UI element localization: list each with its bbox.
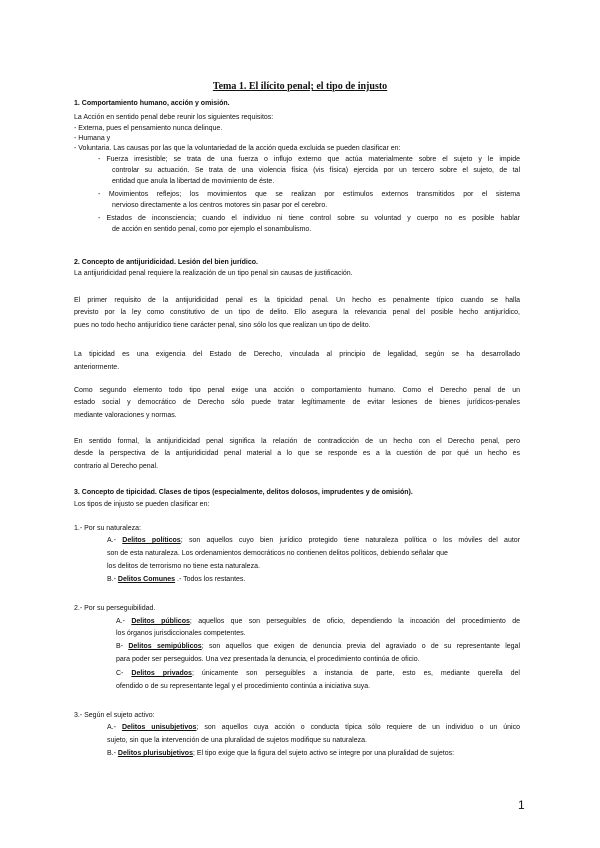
group-1-a-line-2: son de esta naturaleza. Los ordenamientos democráticos no contienen delitos políticos, debiendo señalar que [107, 550, 448, 557]
group-1-label: 1.- Por su naturaleza: [74, 525, 141, 532]
group-2-b-prefix: B- [116, 643, 129, 650]
group-2-a-line-1 [116, 617, 520, 626]
section-1-heading: 1. Comportamiento humano, acción y omisión. [74, 100, 230, 107]
section-2-p4-line-1: En sentido formal, la antijuridicidad penal significa la relación de contradicción de un hecho con el Derecho penal, pero [74, 438, 520, 445]
group-3-b-text: ; El tipo exige que la figura del sujeto activo se integre por una pluralidad de sujetos: [192, 750, 455, 757]
term-delitos-publicos: Delitos públicos [131, 618, 190, 625]
section-3-heading: 3. Concepto de tipicidad. Clases de tipos (especialmente, delitos dolosos, imprudentes y de omisión). [74, 489, 413, 496]
term-delitos-plurisubjetivos: Delitos plurisubjetivos [117, 750, 193, 757]
group-2-b-line-1 [116, 642, 520, 651]
group-2-c-line-1 [116, 669, 520, 678]
fuerza-line-2: controlar su actuación. Se trata de una violencia física (vis física) ejercida por un tercero sobre el sujeto, de tal [112, 167, 520, 174]
section-2-p2-line-2: anteriormente. [74, 364, 120, 371]
group-1-b-text: .- Todos los restantes. [175, 576, 246, 583]
bullet-humana: - Humana y [74, 135, 111, 142]
section-2-p4-line-3: contrario al Derecho penal. [74, 463, 159, 470]
group-2-a-text: ; aquellos que son perseguibles de oficio, dependiendo la incoación del procedimiento de [189, 618, 520, 625]
bullet-voluntaria: - Voluntaria. Las causas por las que la voluntariedad de la acción queda excluida se pueden clasificar en: [74, 145, 401, 152]
term-delitos-semipublicos: Delitos semipúblicos [128, 643, 202, 650]
group-3-a-line-2: sujeto, sin que la intervención de una pluralidad de sujetos modifique su naturaleza. [107, 737, 367, 744]
term-delitos-unisubjetivos: Delitos unisubjetivos [121, 724, 197, 731]
group-2-c-line-2: ofendido o de su representante legal y el procedimiento continúa a iniciativa suya. [116, 683, 371, 690]
section-2-p1-line-3: pues no todo hecho antijurídico tiene carácter penal, sino sólo los que realizan un tipo de delito. [74, 322, 371, 329]
inconsciencia-line-2: de acción en sentido penal, como por ejemplo el sonambulismo. [112, 226, 312, 233]
group-2-b-line-2: para poder ser perseguidos. Una vez presentada la denuncia, el procedimiento continúa de oficio. [116, 656, 420, 663]
section-2-p2-line-1: La tipicidad es una exigencia del Estado de Derecho, vinculada al principio de legalidad, según se ha desarrollado [74, 351, 520, 358]
term-delitos-privados: Delitos privados [131, 670, 192, 677]
group-3-a-line-1 [107, 723, 520, 732]
group-1-a-text: ; son aquellos cuyo bien jurídico protegido tiene naturaleza política o los móviles del autor [180, 537, 521, 544]
reflejos-line-1: - Movimientos reflejos; los movimientos que se realizan por estímulos externos transmitidos por el sistema [98, 191, 520, 198]
section-2-p1-line-1: El primer requisito de la antijuridicidad penal es la tipicidad penal. Un hecho es penalmente típico cuando se halla [74, 297, 520, 304]
inconsciencia-line-1: - Estados de inconsciencia; cuando el individuo ni tiene control sobre su voluntad y cuerpo no es posible hablar [98, 215, 520, 222]
page-title: Tema 1. El ilícito penal; el tipo de injusto [212, 81, 388, 92]
term-delitos-comunes: Delitos Comunes [117, 576, 176, 583]
bullet-externa: - Externa, pues el pensamiento nunca delinque. [74, 125, 223, 132]
group-3-a-prefix: A.- [107, 724, 122, 731]
group-1-a-line-1 [107, 536, 520, 545]
section-1-intro: La Acción en sentido penal debe reunir los siguientes requisitos: [74, 114, 274, 121]
section-2-p3-line-2: estado social y democrático de Derecho sólo puede tratar legítimamente de evitar lesiones de bienes jurídicos-penales [74, 399, 520, 406]
group-1-a-line-3: los delitos de terrorismo no tiene esta naturaleza. [107, 563, 260, 570]
group-3-b-prefix: B.- [107, 750, 118, 757]
group-2-c-text: ; únicamente son perseguibles a instancia de parte, esto es, mediante querella del [191, 670, 520, 677]
reflejos-line-2: nervioso directamente a los centros motores sin pasar por el cerebro. [112, 202, 328, 209]
group-3-b-line-1 [107, 749, 454, 758]
group-2-b-text: ; son aquellos que exigen de denuncia previa del agraviado o de su representante legal [201, 643, 520, 650]
group-1-a-prefix: A.- [107, 537, 123, 544]
section-2-p1-line-2: previsto por la ley como constitutivo de un tipo de delito. Ello asegura la relevancia penal del posible hecho antijurídico, [74, 309, 520, 316]
group-2-a-line-2: los órganos jurisdiccionales competentes. [116, 630, 246, 637]
group-2-a-prefix: A.- [116, 618, 132, 625]
section-2-p3-line-3: mediante valoraciones y normas. [74, 412, 177, 419]
group-3-label: 3.- Según el sujeto activo: [74, 712, 155, 719]
fuerza-line-3: entidad que anula la libertad de movimiento de éste. [112, 178, 275, 185]
group-1-b-line [107, 575, 245, 584]
group-3-a-text: ; son aquellos cuya acción o conducta típica sólo requiere de un individuo o un único [196, 724, 520, 731]
section-3-intro: Los tipos de injusto se pueden clasificar en: [74, 501, 210, 508]
group-2-label: 2.- Por su perseguibilidad. [74, 605, 156, 612]
fuerza-line-1: - Fuerza irresistible; se trata de una fuerza o influjo externo que actúa materialmente sobre el sujeto y le impide [98, 156, 520, 163]
section-2-heading: 2. Concepto de antijuridicidad. Lesión del bien jurídico. [74, 259, 258, 266]
group-1-b-prefix: B.- [107, 576, 118, 583]
page-number: 1 [518, 798, 525, 812]
section-2-p4-line-2: desde la perspectiva de la antijuridicidad penal material a lo que se responde es a la cuestión de por qué un hecho es [74, 450, 520, 457]
term-delitos-politicos: Delitos políticos [122, 537, 181, 544]
section-2-p3-line-1: Como segundo elemento todo tipo penal exige una acción o comportamiento humano. Como el Derecho penal de un [74, 387, 520, 394]
section-2-p0: La antijuridicidad penal requiere la realización de un tipo penal sin causas de justificación. [74, 270, 353, 277]
group-2-c-prefix: C- [116, 670, 132, 677]
